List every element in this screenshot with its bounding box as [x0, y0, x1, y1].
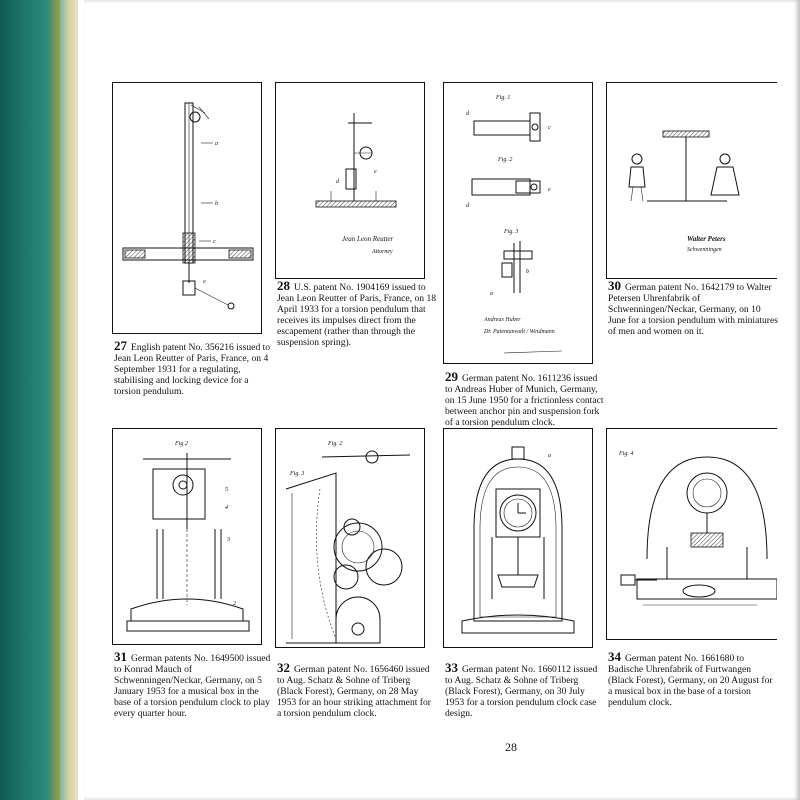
name-label: Walter Peters: [687, 235, 726, 243]
figure-number: 29: [445, 369, 458, 384]
figure-27-drawing: [112, 82, 262, 334]
caption-text: German patent No. 1661680 to Badische Uhrenfabrik of Furtwangen (Black Forest), Germany, on 20 August for a musical box in the base of a torsion pendulum clock.: [608, 653, 773, 708]
figure-33-drawing: [443, 428, 593, 648]
figure-28-drawing: [275, 82, 425, 279]
figure-31-drawing: [112, 428, 262, 645]
patent-drawing-30: [607, 83, 777, 278]
figure-number: 34: [608, 651, 621, 664]
caption-31: [114, 651, 274, 719]
fig-label-3: Fig. 3: [290, 471, 305, 477]
attorney: Dr. Patentanwalt / Weidmann: [484, 329, 555, 335]
svg-text:e: e: [203, 279, 206, 285]
caption-32: [277, 662, 437, 719]
svg-text:d: d: [466, 203, 469, 209]
svg-text:2: 2: [233, 601, 236, 607]
svg-text:d: d: [466, 111, 469, 117]
signature: Andreas Huber: [484, 317, 521, 323]
caption-34: [608, 651, 778, 708]
caption-text: English patent No. 356216 issued to Jean Leon Reutter of Paris, France, on 4 September 1931 for a regulating, stabilising and locking device for a torsion pendulum.: [114, 342, 271, 397]
caption-30: [608, 280, 778, 337]
patent-drawing-29: [444, 83, 592, 363]
svg-text:d: d: [336, 179, 339, 185]
fig-label-2: Fig. 2: [498, 157, 513, 163]
patent-drawing-34: [607, 429, 777, 639]
svg-text:c: c: [548, 125, 551, 131]
fig-label-3: Fig. 3: [504, 229, 519, 235]
caption-text: German patents No. 1649500 issued to Konrad Mauch of Schwenningen/Neckar, Germany, on 5 January 1953 for a musical box in the base of a torsion pendulum clock to play every quarter hour.: [114, 653, 271, 719]
figure-number: 28: [277, 278, 290, 293]
town-label: Schwenningen: [687, 247, 722, 253]
caption-text: German patent No. 1660112 issued to Aug. Schatz & Sohne of Triberg (Black Forest), Germany, on 30 July 1953 for a torsion pendulum clock case design.: [445, 664, 598, 719]
figure-number: 27: [114, 338, 127, 353]
caption-text: German patent No. 1642179 to Walter Petersen Uhrenfabrik of Schwenningen/Neckar, Germany, on 10 June for a torsion pendulum with miniatures of men and women on it.: [608, 282, 778, 337]
caption-28: [277, 280, 437, 348]
patent-drawing-32: [276, 429, 424, 647]
label-a: a: [548, 453, 551, 459]
svg-text:3: 3: [227, 537, 230, 543]
caption-33: [445, 662, 605, 719]
patent-drawing-33: [444, 429, 592, 647]
patent-drawing-31: [113, 429, 261, 644]
fig-label: Fig 2: [175, 441, 188, 447]
figure-number: 31: [114, 649, 127, 664]
fig-label-2: Fig. 2: [328, 441, 343, 447]
page-edge: [60, 0, 78, 800]
signature-2: Attorney: [372, 249, 393, 255]
book-page: [84, 0, 800, 800]
svg-text:a: a: [490, 291, 493, 297]
page-number: 28: [505, 740, 517, 754]
figure-32-drawing: [275, 428, 425, 648]
svg-text:5: 5: [225, 487, 228, 493]
fig-label-1: Fig. 1: [496, 95, 511, 101]
caption-text: German patent No. 1656460 issued to Aug. Schatz & Sohne of Triberg (Black Forest), Germany, on 28 May 1953 for an hour striking attachment for a torsion pendulum clock.: [277, 664, 431, 719]
fig-label: Fig. 4: [619, 451, 634, 457]
figure-number: 33: [445, 660, 458, 675]
caption-text: German patent No. 1611236 issued to Andreas Huber of Munich, Germany, on 15 June 1950 for a frictionless contact between anchor pin and suspension fork of a torsion pendulum clock.: [445, 373, 604, 428]
figure-29-drawing: [443, 82, 593, 364]
signature: Jean Leon Reutter: [342, 235, 394, 243]
svg-text:e: e: [374, 169, 377, 175]
caption-27: [114, 340, 276, 397]
svg-text:a: a: [215, 141, 218, 147]
patent-drawing-28: [276, 83, 424, 278]
svg-text:e: e: [548, 187, 551, 193]
figure-30-drawing: [606, 82, 777, 279]
svg-text:c: c: [213, 239, 216, 245]
figure-number: 32: [277, 660, 290, 675]
figure-34-drawing: [606, 428, 777, 640]
svg-text:b: b: [215, 201, 218, 207]
caption-text: U.S. patent No. 1904169 issued to Jean Leon Reutter of Paris, France, on 18 April 1933 for a torsion pendulum that receives its impulses direct from the escapement (rather than through the suspension spring).: [277, 282, 437, 348]
svg-text:4: 4: [225, 505, 228, 511]
caption-29: [445, 371, 605, 428]
figure-number: 30: [608, 280, 621, 293]
patent-drawing-27: [113, 83, 261, 333]
svg-text:b: b: [526, 269, 529, 275]
